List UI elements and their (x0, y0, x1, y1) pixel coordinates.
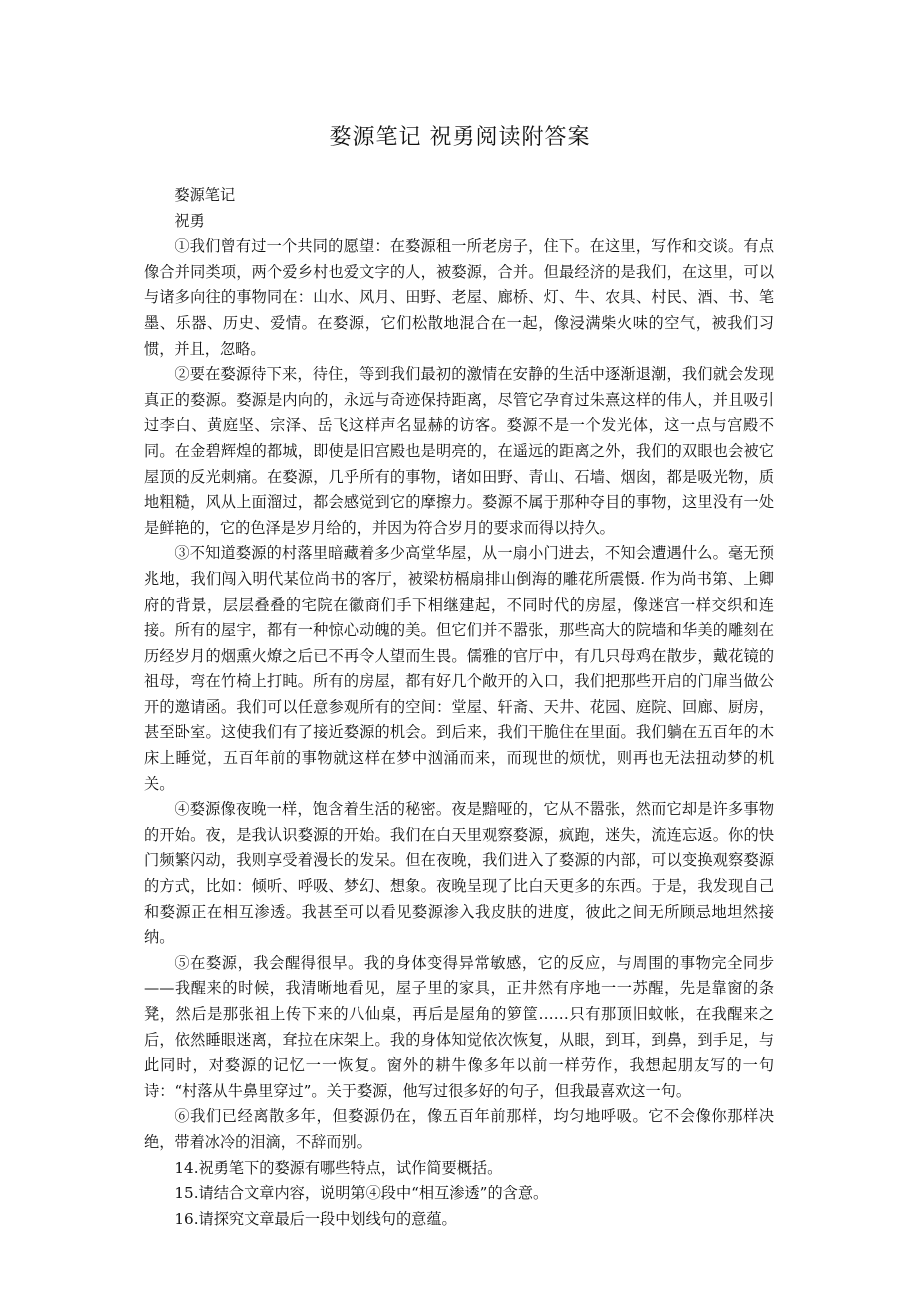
paragraph-3: ③不知道婺源的村落里暗藏着多少高堂华屋，从一扇小门进去，不知会遭遇什么。毫无预兆地，我们闯入明代某位尚书的客厅，被梁枋槅扇排山倒海的雕花所震慑. 作为尚书第、上卿府的背景，层层叠叠的宅院在徽商们手下相继建起，不同时代的房屋，像迷宫一样交织和连接。所有的屋宇，都有一种惊心动魄的美。但它们并不嚣张，那些高大的院墙和华美的雕刻在历经岁月的烟熏火燎之后已不再令人望而生畏。儒雅的官厅中，有几只母鸡在散步，戴花镜的祖母，弯在竹椅上打盹。所有的房屋，都有好几个敞开的入口，我们把那些开启的门扉当做公开的邀请函。我们可以任意参观所有的空间：堂屋、轩斋、天井、花园、庭院、回廊、厨房，甚至卧室。这使我们有了接近婺源的机会。到后来，我们干脆住在里面。我们躺在五百年的木床上睡觉，五百年前的事物就这样在梦中汹涌而来，而现世的烦忧，则再也无法扭动梦的机关。 (144, 544, 774, 793)
paragraph-6: ⑥我们已经离散多年，但婺源仍在，像五百年前那样，均匀地呼吸。它不会像你那样决绝，带着冰冷的泪滴，不辞而别。 (144, 1107, 774, 1151)
paragraph-1: ①我们曾有过一个共同的愿望：在婺源租一所老房子，住下。在这里，写作和交谈。有点像合并同类项，两个爱乡村也爱文字的人，被婺源，合并。但最经济的是我们，在这里，可以与诸多向往的事物同在：山水、风月、田野、老屋、廊桥、灯、牛、农具、村民、酒、书、笔墨、乐器、历史、爱情。在婺源，它们松散地混合在一起，像浸满柴火味的空气，被我们习惯，并且，忽略。 (144, 237, 774, 358)
document-body (144, 183, 774, 1232)
paragraph-5: ⑤在婺源，我会醒得很早。我的身体变得异常敏感，它的反应，与周围的事物完全同步——我醒来的时候，我清晰地看见，屋子里的家具，正井然有序地一一苏醒，先是靠窗的条凳，然后是那张祖上传下来的八仙桌，再后是屋角的箩筐……只有那顶旧蚊帐，在我醒来之后，依然睡眼迷离，耷拉在床架上。我的身体知觉依次恢复，从眼，到耳，到鼻，到手足，与此同时，对婺源的记忆一一恢复。窗外的耕牛像多年以前一样劳作，我想起朋友写的一句诗：“村落从牛鼻里穿过”。关于婺源，他写过很多好的句子，但我最喜欢这一句。 (144, 953, 774, 1100)
question-15: 15.请结合文章内容，说明第④段中“相互渗透”的含意。 (174, 1184, 549, 1203)
paragraph-4: ④婺源像夜晚一样，饱含着生活的秘密。夜是黯哑的，它从不嚣张，然而它却是许多事物的开始。夜，是我认识婺源的开始。我们在白天里观察婺源，疯跑，迷失，流连忘返。你的快门频繁闪动，我则享受着漫长的发呆。但在夜晚，我们进入了婺源的内部，可以变换观察婺源的方式，比如：倾听、呼吸、梦幻、想象。夜晚呈现了比白天更多的东西。于是，我发现自己和婺源正在相互渗透。我甚至可以看见婺源渗入我皮肤的进度，彼此之间无所顾忌地坦然接纳。 (144, 800, 774, 947)
article-author: 祝勇 (174, 211, 205, 230)
paragraph-2: ②要在婺源待下来，待住，等到我们最初的激情在安静的生活中逐渐退潮，我们就会发现真正的婺源。婺源是内向的，永远与奇迹保持距离，尽管它孕育过朱熹这样的伟人，并且吸引过李白、黄庭坚、宗泽、岳飞这样声名显赫的访客。婺源不是一个发光体，这一点与宫殿不同。在金碧辉煌的都城，即使是旧宫殿也是明亮的，在遥远的距离之外，我们的双眼也会被它屋顶的反光刺痛。在婺源，几乎所有的事物，诸如田野、青山、石墙、烟囱，都是吸光物，质地粗糙，风从上面溜过，都会感觉到它的摩擦力。婺源不属于那种夺目的事物，这里没有一处是鲜艳的，它的色泽是岁月给的，并因为符合岁月的要求而得以持久。 (144, 365, 774, 537)
document-title: 婺源笔记 祝勇阅读附答案 (329, 125, 591, 150)
question-14: 14.祝勇笔下的婺源有哪些特点，试作简要概括。 (174, 1158, 503, 1177)
question-16: 16.请探究文章最后一段中划线句的意蕴。 (174, 1209, 457, 1228)
article-title: 婺源笔记 (174, 186, 236, 204)
